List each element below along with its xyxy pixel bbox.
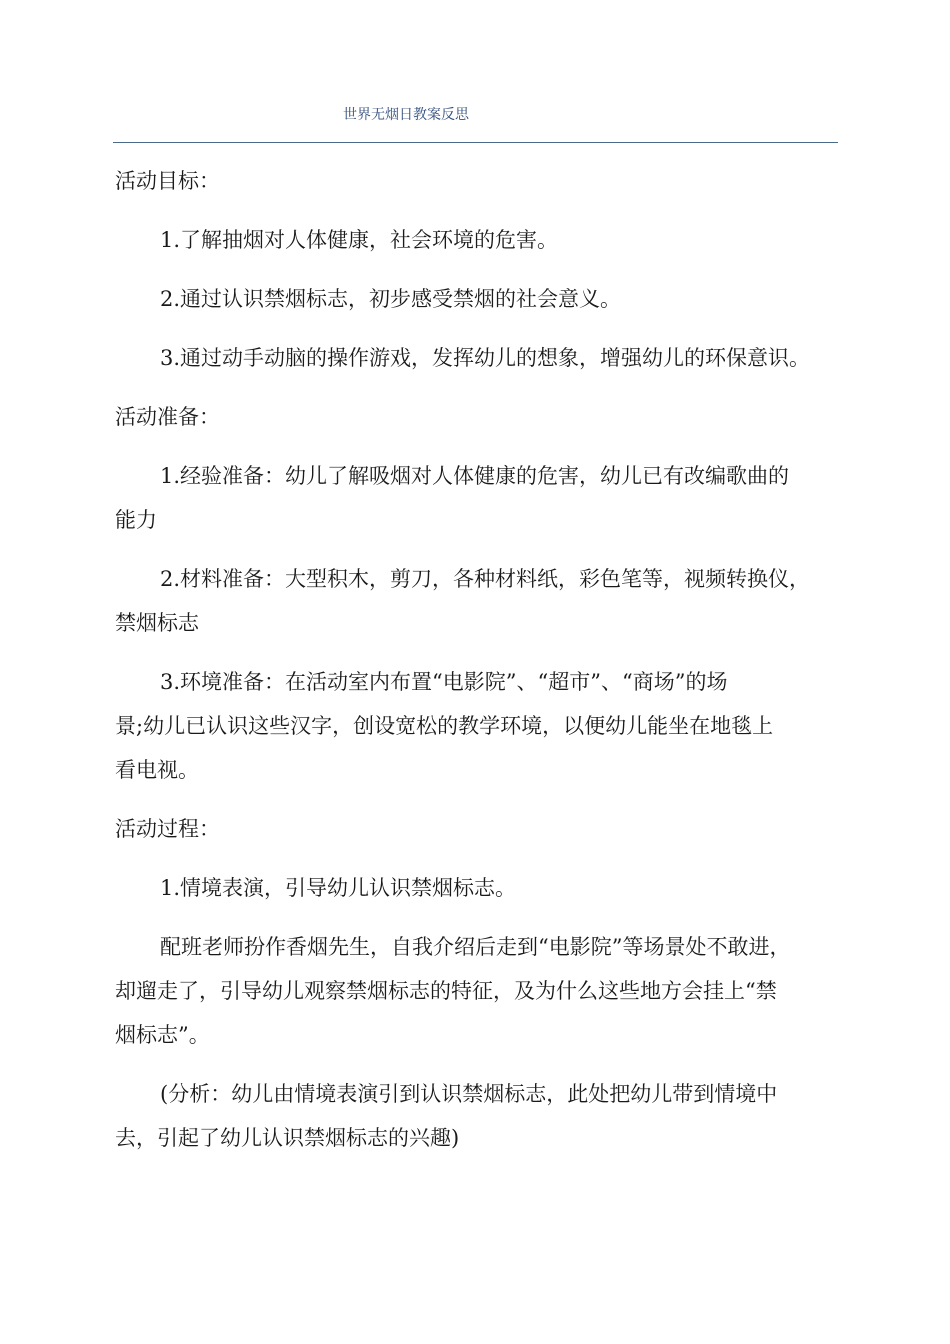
process-paragraph-line-1: 配班老师扮作香烟先生，自我介绍后走到“电影院”等场景处不敢进， — [160, 935, 791, 959]
prep-item-2-line-1: 2.材料准备：大型积木，剪刀，各种材料纸，彩色笔等，视频转换仪， — [160, 567, 811, 591]
section-heading-preparation: 活动准备： — [115, 405, 220, 429]
process-paragraph-line-3: 烟标志”。 — [115, 1023, 210, 1047]
prep-item-2-line-2: 禁烟标志 — [115, 611, 199, 635]
goal-item-2: 2.通过认识禁烟标志，初步感受禁烟的社会意义。 — [160, 287, 622, 311]
process-paragraph-line-2: 却遛走了，引导幼儿观察禁烟标志的特征，及为什么这些地方会挂上“禁 — [115, 979, 777, 1003]
goal-item-1: 1.了解抽烟对人体健康，社会环境的危害。 — [160, 228, 559, 252]
analysis-line-1: (分析：幼儿由情境表演引到认识禁烟标志，此处把幼儿带到情境中 — [160, 1082, 778, 1106]
prep-item-3-line-3: 看电视。 — [115, 758, 199, 782]
header-divider — [113, 142, 838, 143]
goal-item-3: 3.通过动手动脑的操作游戏，发挥幼儿的想象，增强幼儿的环保意识。 — [160, 346, 811, 370]
prep-item-1-line-2: 能力 — [115, 508, 157, 532]
analysis-line-2: 去，引起了幼儿认识禁烟标志的兴趣) — [115, 1126, 460, 1150]
section-heading-goals: 活动目标： — [115, 169, 220, 193]
page-header-title: 世界无烟日教案反思 — [343, 107, 469, 123]
process-item-1: 1.情境表演，引导幼儿认识禁烟标志。 — [160, 876, 517, 900]
prep-item-1-line-1: 1.经验准备：幼儿了解吸烟对人体健康的危害，幼儿已有改编歌曲的 — [160, 464, 790, 488]
section-heading-process: 活动过程： — [115, 817, 220, 841]
prep-item-3-line-1: 3.环境准备：在活动室内布置“电影院”、“超市”、“商场”的场 — [160, 670, 728, 694]
prep-item-3-line-2: 景;幼儿已认识这些汉字，创设宽松的教学环境，以便幼儿能坐在地毯上 — [115, 714, 774, 738]
